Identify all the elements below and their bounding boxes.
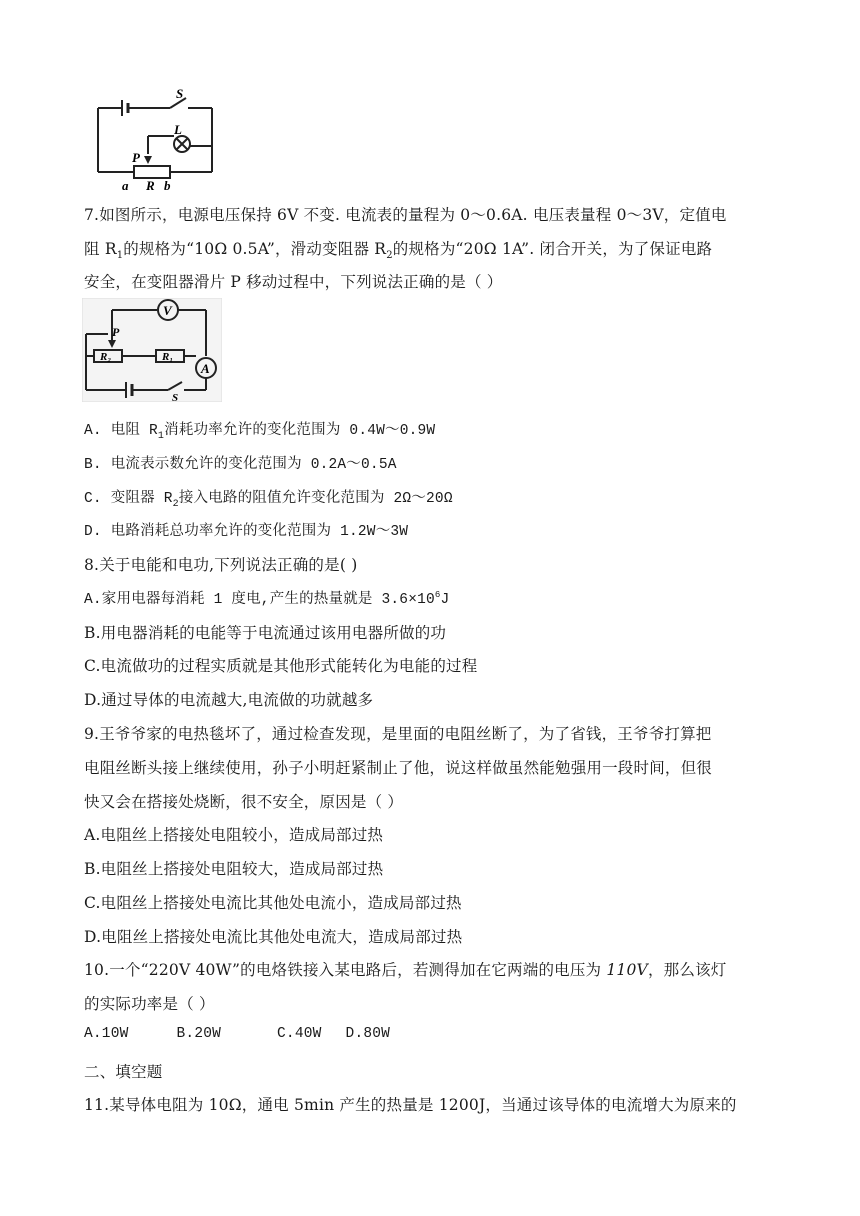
- q8-option-d: D.通过导体的电流越大,电流做的功就越多: [84, 691, 374, 709]
- q7-line1: 7.如图所示，电源电压保持 6V 不变. 电流表的量程为 0～0.6A. 电压表量程 0～3V，定值电: [84, 206, 727, 224]
- q7-option-d: D. 电路消耗总功率允许的变化范围为 1.2W～3W: [84, 524, 409, 540]
- slider-label-2: P: [112, 325, 120, 339]
- section-heading: 二、填空题: [84, 1063, 163, 1081]
- q10-line2: 的实际功率是（ ）: [84, 995, 215, 1013]
- q7-option-b: B. 电流表示数允许的变化范围为 0.2A～0.5A: [84, 457, 397, 473]
- circuit-figure-2: [82, 298, 222, 402]
- q10-line1: 10.一个“220V 40W”的电烙铁接入某电路后，若测得加在它两端的电压为 110V，那么该灯: [84, 961, 727, 979]
- q8-option-c: C.电流做功的过程实质就是其他形式能转化为电能的过程: [84, 657, 478, 675]
- q9-option-d: D.电阻丝上搭接处电流比其他处电流大，造成局部过热: [84, 928, 463, 946]
- switch-label: S: [176, 86, 184, 101]
- lamp-label: L: [174, 122, 182, 137]
- terminal-b-label: b: [164, 178, 171, 193]
- q8-option-a: A.家用电器每消耗 1 度电,产生的热量就是 $3.6\times 10^6J$: [84, 590, 450, 608]
- q9-option-b: B.电阻丝上搭接处电阻较大，造成局部过热: [84, 860, 384, 878]
- q10-option-c: C.40W: [277, 1026, 322, 1042]
- q9-option-c: C.电阻丝上搭接处电流比其他处电流小，造成局部过热: [84, 894, 462, 912]
- q10-option-b: B.20W: [176, 1026, 222, 1042]
- q11-line1: 11.某导体电阻为 10Ω，通电 5min 产生的热量是 1200J，当通过该导体的电流增大为原来的: [84, 1096, 737, 1114]
- q9-option-a: A.电阻丝上搭接处电阻较小，造成局部过热: [84, 826, 384, 844]
- q7-line3: 安全，在变阻器滑片 P 移动过程中，下列说法正确的是（ ）: [84, 273, 503, 291]
- slider-label: P: [132, 150, 140, 165]
- r2-label: R₂: [100, 351, 112, 363]
- ammeter-label: A: [201, 361, 210, 376]
- q8-stem: 8.关于电能和电功,下列说法正确的是( ): [84, 556, 358, 574]
- q9-line1: 9.王爷爷家的电热毯坏了，通过检查发现，是里面的电阻丝断了，为了省钱，王爷爷打算把: [84, 725, 712, 743]
- switch-label-2: S: [172, 392, 179, 402]
- q8-option-b: B.用电器消耗的电能等于电流通过该用电器所做的功: [84, 624, 447, 642]
- rheostat-label: R: [146, 178, 155, 193]
- voltmeter-label: V: [163, 303, 172, 318]
- q7-line2: 阻 $R_1$的规格为“10Ω 0.5A”，滑动变阻器 $R_2$的规格为“20Ω 1A”. 闭合开关，为了保证电路: [84, 240, 713, 262]
- circuit-figure-1: [88, 86, 228, 194]
- q9-line3: 快又会在搭接处烧断，很不安全，原因是（ ）: [84, 793, 404, 811]
- q7-option-c: C. 变阻器 $R_2$接入电路的阻值允许变化范围为 2Ω～20Ω: [84, 491, 453, 510]
- q9-line2: 电阻丝断头接上继续使用，孙子小明赶紧制止了他，说这样做虽然能勉强用一段时间，但很: [84, 759, 713, 777]
- terminal-a-label: a: [122, 178, 129, 193]
- q10-options: [84, 1026, 390, 1042]
- q10-option-a: A.10W: [84, 1026, 129, 1042]
- q7-option-a: A. 电阻 $R_1$消耗功率允许的变化范围为 0.4W～0.9W: [84, 423, 436, 442]
- r1-label: R₁: [162, 351, 174, 363]
- q10-option-d: D.80W: [345, 1026, 391, 1042]
